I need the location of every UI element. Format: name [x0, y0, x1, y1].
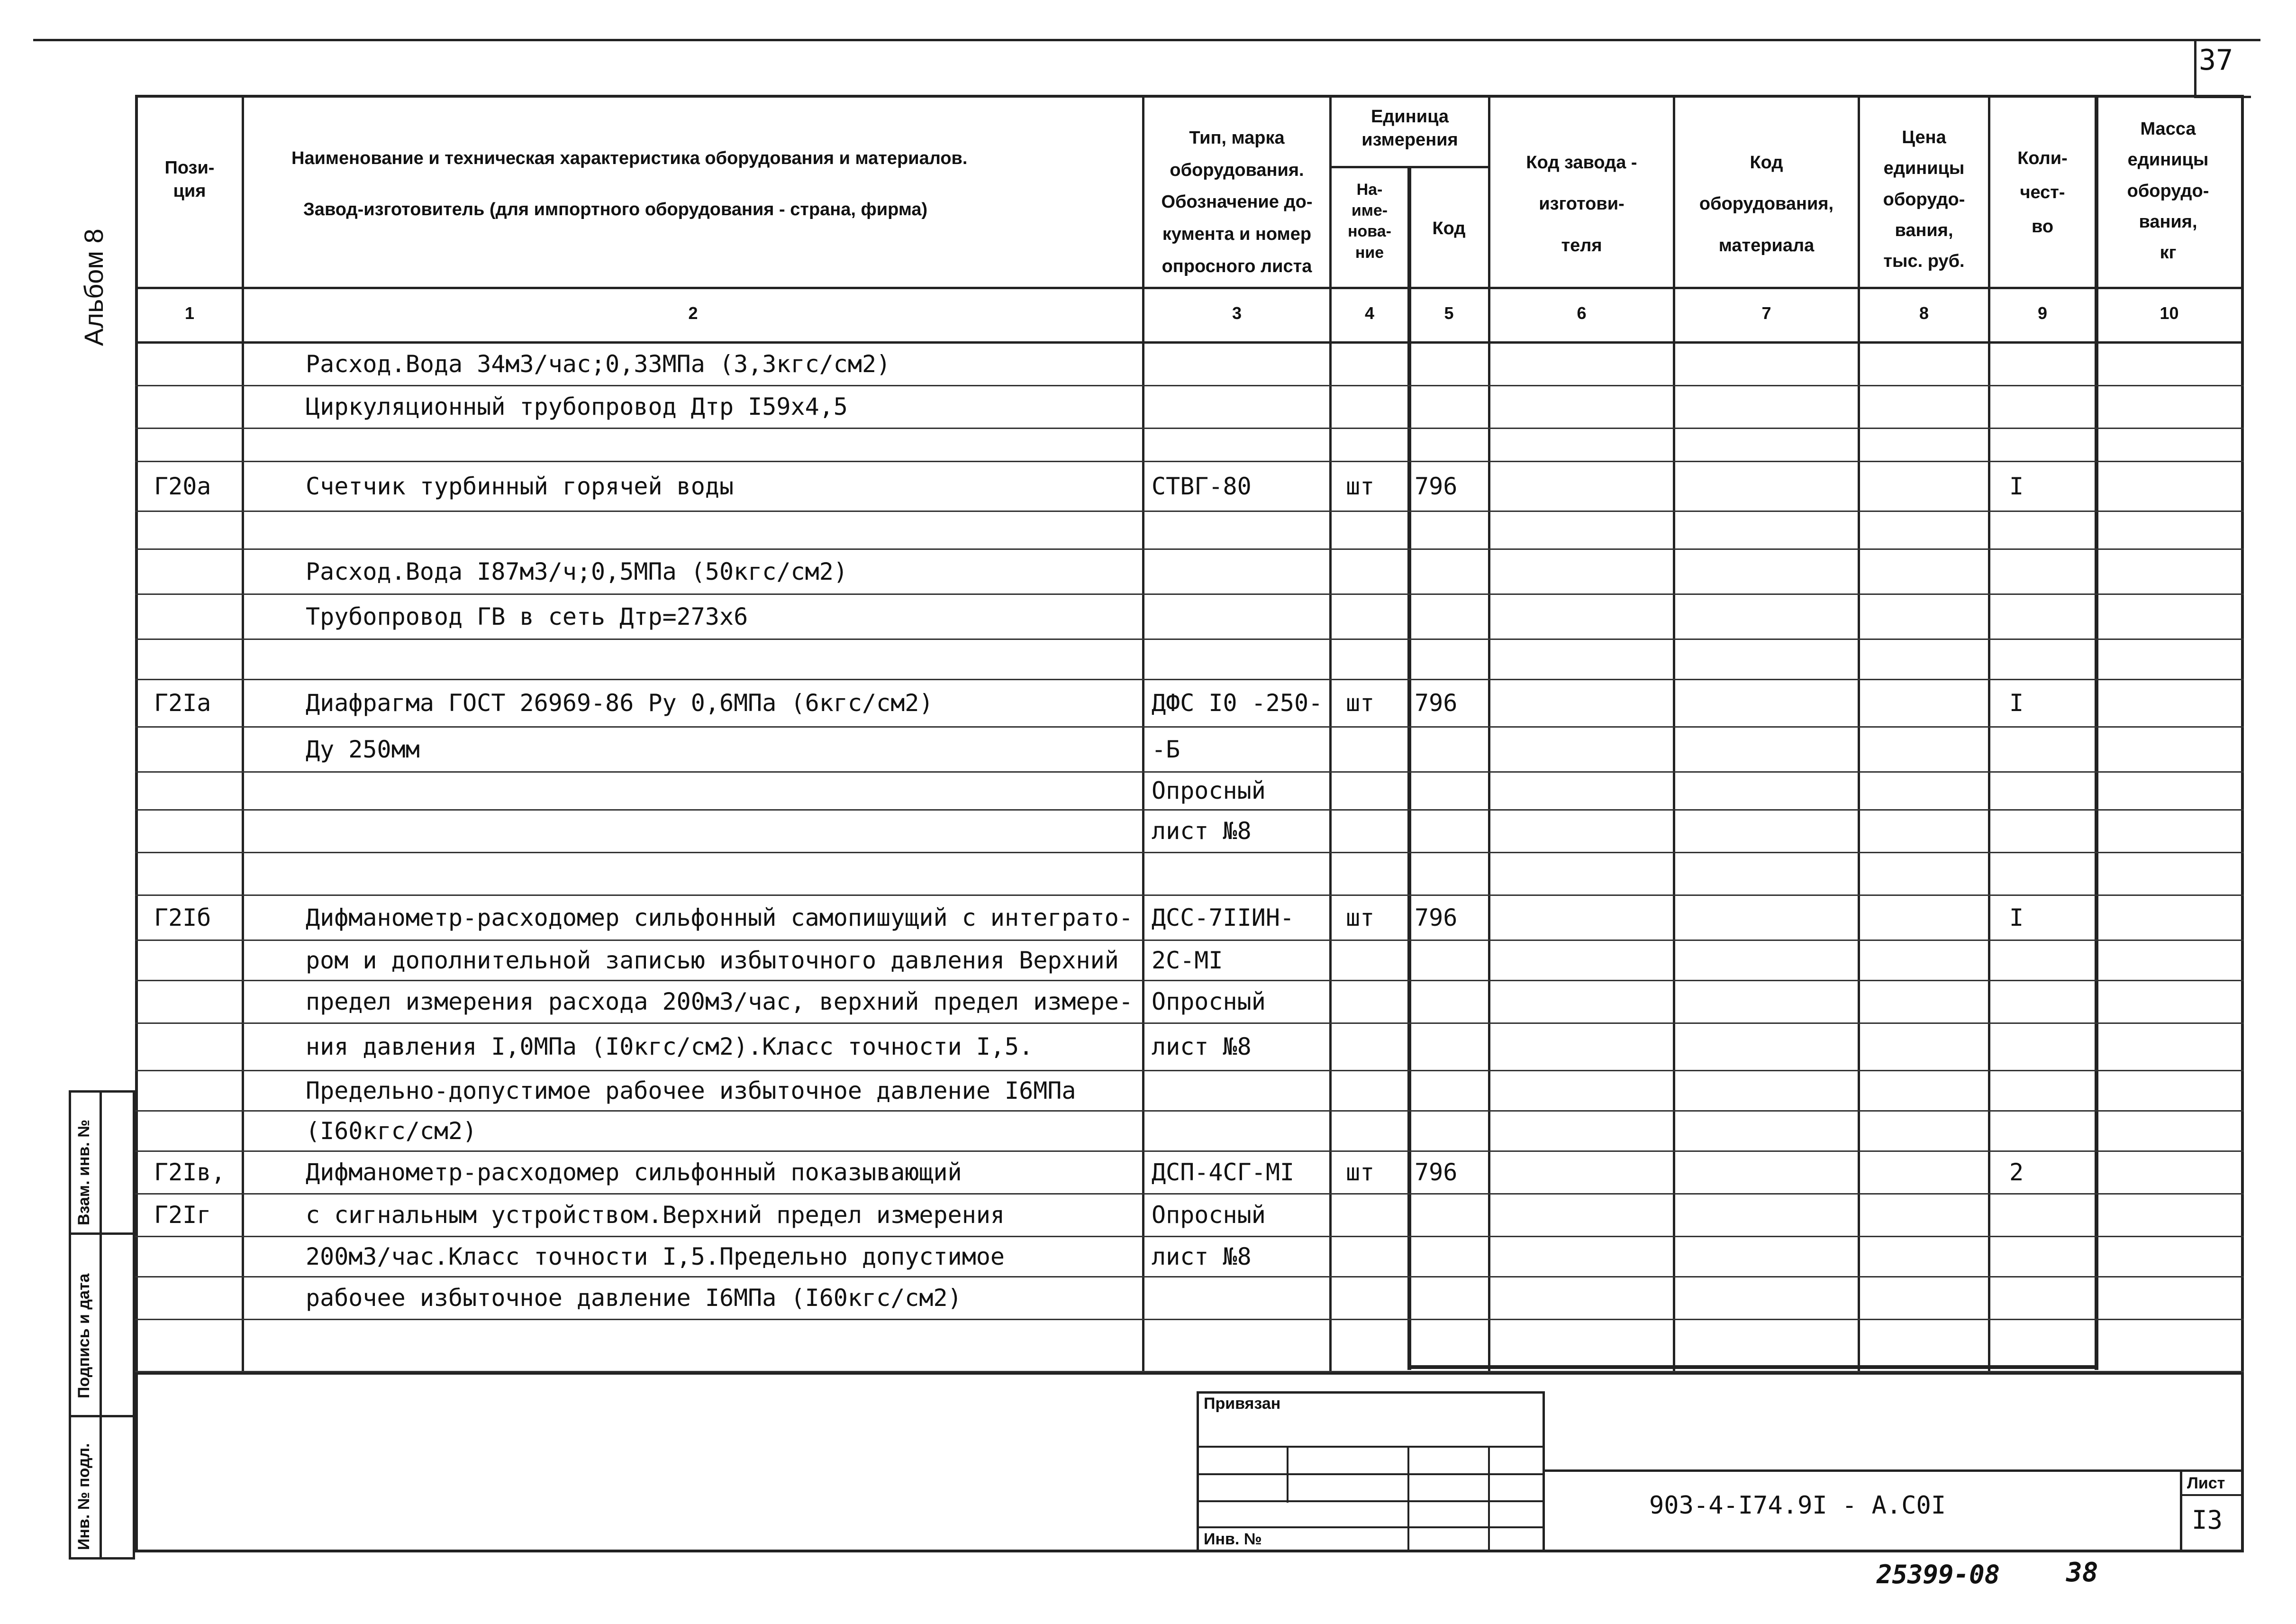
header-quantity: Коли- чест- во [2017, 148, 2068, 237]
row-name: Счетчик турбинный горячей воды [306, 472, 734, 500]
row-name: 200м3/час.Класс точности I,5.Предельно допустимое [306, 1242, 1005, 1270]
row-type: ДСП-4СГ-МI [1152, 1159, 1295, 1186]
doc-code-box [1545, 1469, 2244, 1472]
row-rule [135, 1193, 2244, 1195]
row-rule [135, 1150, 2244, 1152]
row-name: (I60кгс/см2) [306, 1117, 477, 1145]
row-name: Предельно-допустимое рабочее избыточное давление I6МПа [306, 1077, 1076, 1104]
side-stamp-divider-1 [69, 1232, 135, 1235]
row-quantity: I [2009, 689, 2024, 717]
row-type: ДФС I0 -250- [1152, 689, 1323, 717]
col-number-8: 8 [1919, 303, 1929, 323]
vline-8 [1988, 95, 1990, 1375]
row-unit-code: 796 [1415, 689, 1458, 717]
header-position: Пози- ция [164, 158, 215, 201]
header-factory-code: Код завода - изготови- теля [1526, 153, 1637, 255]
side-stamp-inv: Инв. № подл. [75, 1443, 93, 1550]
row-unit-code: 796 [1415, 1159, 1458, 1186]
row-rule [135, 1070, 2244, 1071]
row-position: Г2Iб [154, 903, 211, 931]
row-type: лист №8 [1152, 1033, 1252, 1060]
row-type: Опросный [1152, 988, 1266, 1015]
row-position: Г2Iг [154, 1201, 211, 1229]
unit-split [1329, 166, 1488, 168]
title-block-privyazan: Привязан [1204, 1395, 1281, 1413]
row-unit-code: 796 [1415, 472, 1458, 500]
stamp-col-2 [1407, 1446, 1409, 1552]
row-rule [135, 980, 2244, 981]
vline-2 [1142, 95, 1144, 1375]
stamp-row-4 [1197, 1526, 1545, 1528]
vline-6 [1673, 95, 1675, 1375]
body-bottom-rule [1407, 1365, 2097, 1369]
row-rule [135, 639, 2244, 640]
row-rule [135, 1236, 2244, 1237]
row-rule [135, 1276, 2244, 1277]
vline-5 [1488, 95, 1490, 1375]
row-name: Расход.Вода I87м3/ч;0,5МПа (50кгс/см2) [306, 557, 848, 585]
header-unit-code: Код [1432, 219, 1466, 238]
vline-7 [1858, 95, 1860, 1375]
row-rule [135, 1110, 2244, 1112]
title-block-inv: Инв. № [1204, 1530, 1262, 1548]
row-name: Диафрагма ГОСТ 26969-86 Ру 0,6МПа (6кгс/см2) [306, 689, 934, 717]
header-type: Тип, марка оборудования. Обозначение до- кумента и номер опросного листа [1161, 128, 1313, 276]
row-unit: шт [1346, 472, 1375, 500]
stamp-col-1 [1287, 1446, 1289, 1503]
vline-9 [2095, 95, 2098, 1370]
row-rule [135, 679, 2244, 680]
footer-page: 38 [2066, 1557, 2098, 1588]
row-rule [135, 428, 2244, 429]
row-quantity: I [2009, 472, 2024, 500]
row-rule [135, 940, 2244, 941]
row-type: Опросный [1152, 1201, 1266, 1229]
side-stamp-divider-v [100, 1090, 102, 1560]
stamp-row-1 [1197, 1446, 1545, 1448]
side-stamp-replace: Взам. инв. № [75, 1119, 93, 1225]
stamp-row-3 [1197, 1500, 1545, 1502]
stamp-row-2 [1197, 1473, 1545, 1475]
row-position: Г2Iа [154, 689, 211, 717]
row-rule [135, 511, 2244, 512]
header-name-line1: Наименование и техническая характеристика оборудования и материалов. [291, 148, 968, 168]
row-rule [135, 1022, 2244, 1024]
row-quantity: I [2009, 903, 2024, 931]
row-rule [135, 461, 2244, 462]
row-position: Г20а [154, 472, 211, 500]
bottom-frame [135, 1372, 2244, 1552]
row-type: -Б [1152, 735, 1180, 763]
row-unit: шт [1346, 903, 1375, 931]
row-type: лист №8 [1152, 1242, 1252, 1270]
row-name: рабочее избыточное давление I6МПа (I60кгс/см2) [306, 1284, 962, 1312]
col-number-6: 6 [1577, 303, 1587, 323]
row-name: предел измерения расхода 200м3/час, верхний предел измере- [306, 988, 1133, 1015]
row-type: 2С-МI [1152, 946, 1223, 974]
col-number-7: 7 [1761, 303, 1771, 323]
row-type: ДСС-7IIИН- [1152, 903, 1295, 931]
vline-3 [1329, 95, 1332, 1375]
col-number-1: 1 [184, 303, 195, 323]
col-number-9: 9 [2037, 303, 2048, 323]
col-number-3: 3 [1232, 303, 1242, 323]
vline-4 [1407, 166, 1411, 1370]
row-type: Опросный [1152, 777, 1266, 804]
row-quantity: 2 [2009, 1159, 2024, 1186]
row-rule [135, 894, 2244, 896]
row-rule [135, 1319, 2244, 1320]
row-rule [135, 771, 2244, 773]
header-unit-name: На- име- нова- ние [1348, 181, 1391, 262]
row-type: лист №8 [1152, 817, 1252, 845]
row-name: с сигнальным устройством.Верхний предел измерения [306, 1201, 1005, 1229]
row-name: Трубопровод ГВ в сеть Дтр=273x6 [306, 602, 748, 630]
row-name: ния давления I,0МПа (I0кгс/см2).Класс точности I,5. [306, 1033, 1034, 1060]
col-number-5: 5 [1444, 303, 1454, 323]
col-number-10: 10 [2160, 303, 2179, 323]
album-label: Альбом 8 [79, 228, 109, 346]
row-rule [135, 809, 2244, 811]
row-unit: шт [1346, 689, 1375, 717]
row-name: ром и дополнительной записью избыточного давления Верхний [306, 946, 1119, 974]
page-number-top: 37 [2199, 44, 2233, 77]
row-position: Г2Iв, [154, 1159, 226, 1186]
row-rule [135, 548, 2244, 550]
header-rule-2 [135, 341, 2244, 344]
row-name: Дифманометр-расходомер сильфонный показывающий [306, 1159, 962, 1186]
stamp-col-3 [1488, 1446, 1490, 1552]
col-number-2: 2 [688, 303, 698, 323]
row-rule [135, 385, 2244, 386]
row-rule [135, 593, 2244, 595]
archive-number: 25399-08 [1877, 1560, 2000, 1589]
row-rule [135, 852, 2244, 853]
header-equip-code: Код оборудования, материала [1699, 153, 1834, 255]
doc-code: 903-4-I74.9I - А.С0I [1649, 1491, 1946, 1520]
title-block-stamp [1197, 1391, 1545, 1552]
row-rule [135, 726, 2244, 728]
vline-1 [242, 95, 244, 1375]
header-price: Цена единицы оборудо- вания, тыс. руб. [1883, 128, 1965, 272]
header-unit: Единица измерения [1361, 107, 1458, 150]
row-name: Ду 250мм [306, 735, 420, 763]
row-type: СТВГ-80 [1152, 472, 1252, 500]
header-name-line2: Завод-изготовитель (для импортного оборудования - страна, фирма) [303, 200, 928, 219]
list-box-divider [2180, 1494, 2244, 1496]
list-label: Лист [2187, 1474, 2225, 1492]
header-rule-1 [135, 287, 2244, 289]
side-stamp-sign: Подпись и дата [75, 1273, 93, 1398]
side-stamp-divider-2 [69, 1415, 135, 1417]
row-name: Циркуляционный трубопровод Дтр I59x4,5 [306, 393, 848, 420]
row-name: Расход.Вода 34м3/час;0,33МПа (3,3кгс/см2) [306, 350, 891, 378]
row-unit: шт [1346, 1159, 1375, 1186]
top-rule [33, 39, 2260, 41]
header-mass: Масса единицы оборудо- вания, кг [2127, 119, 2209, 263]
row-unit-code: 796 [1415, 903, 1458, 931]
col-number-4: 4 [1364, 303, 1375, 323]
list-number: I3 [2192, 1505, 2223, 1535]
row-name: Дифманометр-расходомер сильфонный самопишущий с интеграто- [306, 903, 1133, 931]
